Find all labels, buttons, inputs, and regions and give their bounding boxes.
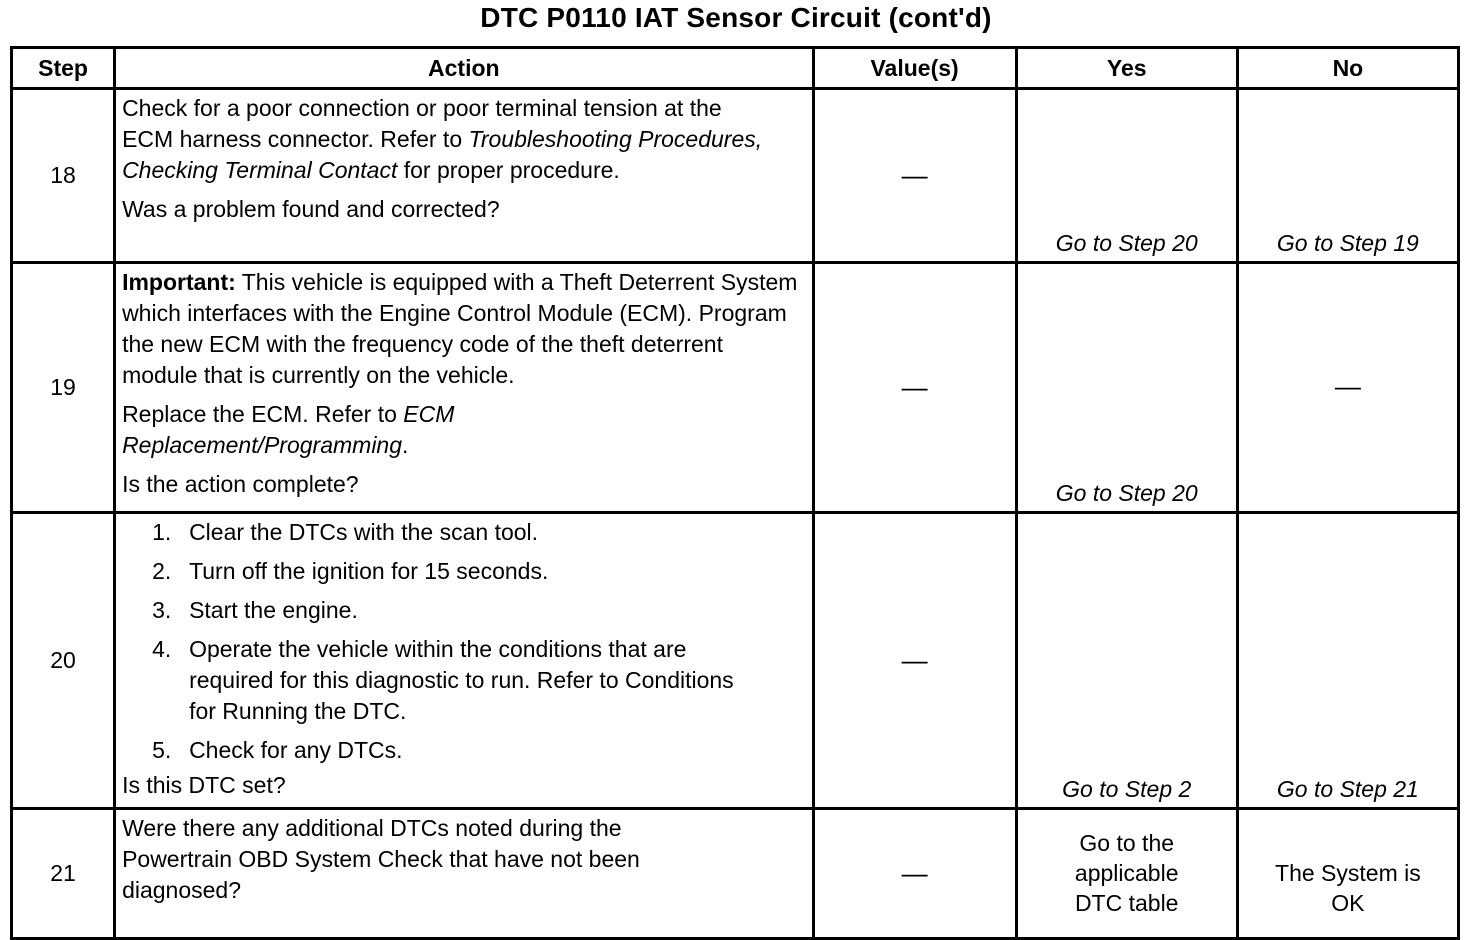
header-action: Action bbox=[115, 48, 813, 89]
action-instruction bbox=[122, 93, 772, 186]
step-number: 20 bbox=[12, 513, 115, 809]
value-cell: — bbox=[813, 89, 1016, 263]
header-step: Step bbox=[12, 48, 115, 89]
step-number: 21 bbox=[12, 809, 115, 939]
yes-result: Go to Step 2 bbox=[1016, 513, 1237, 809]
procedure-reference: ECM Replacement/Programming bbox=[122, 401, 455, 458]
table-row bbox=[12, 809, 1459, 939]
no-result: Go to Step 19 bbox=[1237, 89, 1458, 263]
value-cell: — bbox=[813, 263, 1016, 513]
action-instruction bbox=[122, 399, 542, 461]
action-cell bbox=[115, 513, 813, 809]
action-cell bbox=[115, 89, 813, 263]
list-item: 4. Operate the vehicle within the conditions that are required for this diagnostic to run. Refer to Conditions for Running the DTC. bbox=[152, 636, 734, 724]
important-note bbox=[122, 267, 803, 391]
important-text: This vehicle is equipped with a Theft Deterrent System which interfaces with the Engine Control Module (ECM). Program the new ECM with the frequency code of the theft deterrent module that is currently on the vehicle. bbox=[122, 269, 798, 388]
yes-result: Go to Step 20 bbox=[1016, 263, 1237, 513]
action-cell bbox=[115, 263, 813, 513]
step-number: 18 bbox=[12, 89, 115, 263]
table-row bbox=[12, 513, 1459, 809]
action-question: Is this DTC set? bbox=[122, 772, 286, 798]
no-result: The System is OK bbox=[1237, 809, 1458, 939]
action-question: Were there any additional DTCs noted during the Powertrain OBD System Check that have not been diagnosed? bbox=[122, 815, 640, 903]
action-question: Is the action complete? bbox=[122, 471, 359, 497]
yes-result: Go to Step 20 bbox=[1016, 89, 1237, 263]
page-title: DTC P0110 IAT Sensor Circuit (cont'd) bbox=[480, 2, 992, 33]
step-number: 19 bbox=[12, 263, 115, 513]
action-text: Check for a poor connection or poor terminal tension at the ECM harness connector. Refer to bbox=[122, 95, 722, 152]
list-item: 5. Check for any DTCs. bbox=[152, 737, 403, 763]
table-row bbox=[12, 89, 1459, 263]
list-item: 2. Turn off the ignition for 15 seconds. bbox=[152, 558, 549, 584]
value-cell: — bbox=[813, 809, 1016, 939]
list-item: 1. Clear the DTCs with the scan tool. bbox=[152, 519, 539, 545]
action-text: Replace the ECM. Refer to bbox=[122, 401, 404, 427]
procedure-reference: Troubleshooting Procedures, Checking Terminal Contact bbox=[122, 126, 763, 183]
no-result: Go to Step 21 bbox=[1237, 513, 1458, 809]
yes-result: Go to the applicable DTC table bbox=[1016, 809, 1237, 939]
header-no: No bbox=[1237, 48, 1458, 89]
procedure-steps bbox=[122, 517, 803, 766]
value-cell: — bbox=[813, 513, 1016, 809]
header-value: Value(s) bbox=[813, 48, 1016, 89]
header-yes: Yes bbox=[1016, 48, 1237, 89]
important-label: Important: bbox=[122, 269, 236, 295]
action-cell bbox=[115, 809, 813, 939]
diagnostic-table bbox=[10, 46, 1460, 940]
action-question: Was a problem found and corrected? bbox=[122, 196, 500, 222]
list-item: 3. Start the engine. bbox=[152, 597, 358, 623]
header-row bbox=[12, 48, 1459, 89]
no-result: — bbox=[1237, 263, 1458, 513]
action-text: for proper procedure. bbox=[397, 157, 620, 183]
action-text: . bbox=[402, 432, 409, 458]
table-row bbox=[12, 263, 1459, 513]
